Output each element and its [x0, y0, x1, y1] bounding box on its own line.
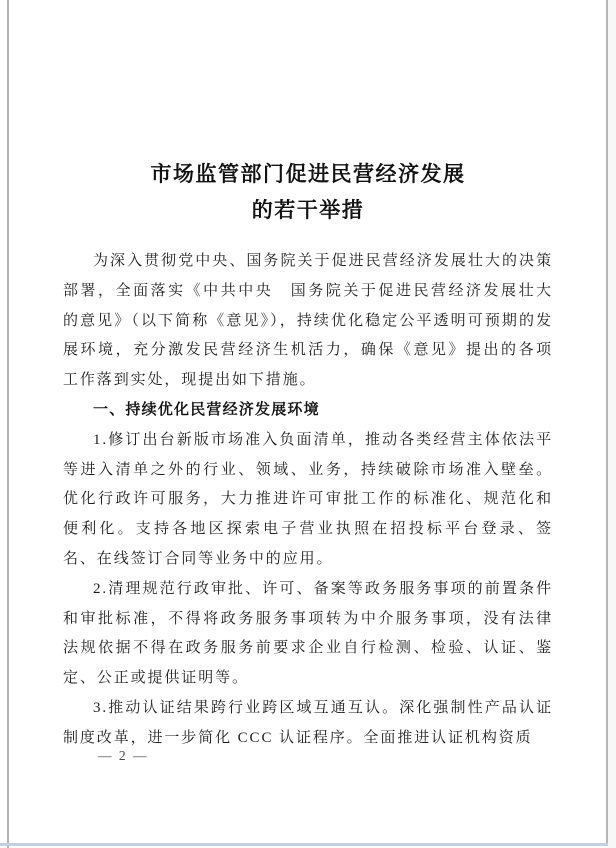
paragraph-item-3: 3.推动认证结果跨行业跨区域互通互认。深化强制性产品认证制度改革，进一步简化 CCC 认证程序。全面推进认证机构资质: [63, 699, 553, 746]
document-title-line2: 的若干举措: [251, 198, 365, 222]
paragraph-item-1: 1.修订出台新版市场准入负面清单，推动各类经营主体依法平等进入清单之外的行业、领域、业务，持续破除市场准入壁垒。优化行政许可服务，大力推进许可审批工作的标准化、规范化和便利化。支持各地区探索电子营业执照在招投标平台登录、签名、在线签订合同等业务中的应用。: [63, 431, 553, 567]
page-number: — 2 —: [98, 748, 149, 763]
page-right-margin-strip: [608, 0, 616, 848]
section-heading-1: 一、持续优化民营经济发展环境: [93, 401, 320, 418]
document-title: [63, 156, 553, 228]
paragraph-item-2: 2.清理规范行政审批、许可、备案等政务服务事项的前置条件和审批标准，不得将政务服务事项转为中介服务事项，没有法律法规依据不得在政务服务前要求企业自行检测、检验、认证、鉴定、公正或提供证明等。: [63, 580, 553, 687]
document-title-line1: 市场监管部门促进民营经济发展: [150, 162, 466, 186]
page-bottom-edge-line: [0, 843, 608, 846]
paragraph-intro: 为深入贯彻党中央、国务院关于促进民营经济发展壮大的决策部署，全面落实《中共中央 国务院关于促进民营经济发展壮大的意见》（以下简称《意见》），持续优化稳定公平透明可预期的发展环境，充分激发民营经济生机活力，确保《意见》提出的各项工作落到实处，现提出如下措施。: [63, 253, 553, 389]
document-body: [63, 247, 553, 754]
page-right-edge-line: [606, 0, 608, 845]
page-left-edge-line: [7, 0, 9, 848]
